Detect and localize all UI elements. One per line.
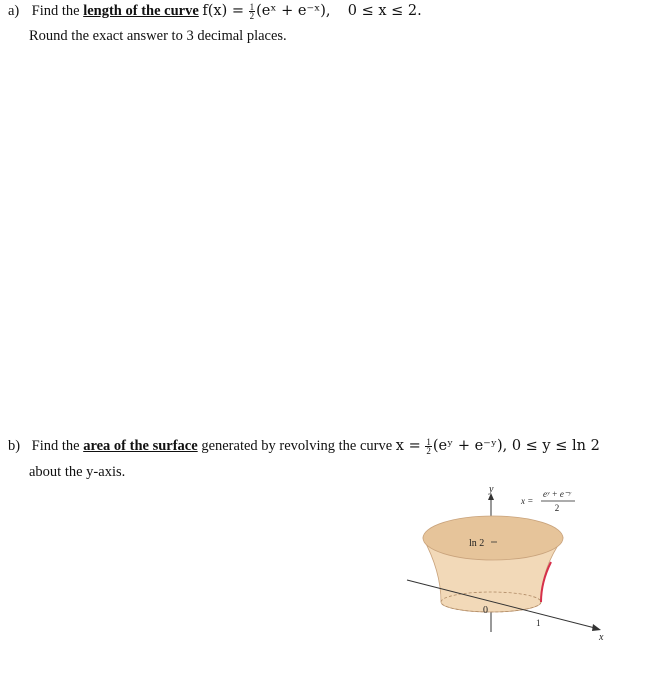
- x-axis-arrow: [592, 624, 601, 631]
- x-axis-label: x: [599, 632, 604, 642]
- part-a-frac-num: 1: [249, 2, 255, 13]
- y-axis-label: y: [489, 484, 494, 495]
- part-b-func-rhs: (eʸ + e⁻ʸ), 0 ≤ y ≤ ln 2: [432, 438, 600, 454]
- part-a-func-lhs: f(x) =: [202, 3, 245, 19]
- part-b-lead: Find the: [31, 438, 80, 454]
- part-a-fraction: [249, 3, 256, 20]
- part-a-question: [8, 2, 422, 20]
- surface-top-rim: [423, 516, 563, 560]
- formula-numerator: eʸ + e⁻ʸ: [543, 489, 571, 499]
- part-b-label: b): [8, 438, 21, 454]
- formula-denominator: 2: [554, 503, 560, 513]
- part-b-fraction: [425, 438, 432, 455]
- part-b-frac-den: 2: [426, 446, 431, 457]
- surface-of-revolution-figure: [405, 482, 615, 642]
- part-a-domain: 0 ≤ x ≤ 2.: [347, 3, 422, 19]
- part-a-frac-den: 2: [249, 11, 255, 22]
- part-a-label: a): [8, 3, 20, 19]
- ln2-label: ln 2: [469, 538, 485, 549]
- part-a-instruction: Round the exact answer to 3 decimal places.: [29, 28, 287, 44]
- formula-lhs: x =: [521, 496, 534, 506]
- part-b-continuation: about the y-axis.: [29, 464, 126, 480]
- part-b-func-lhs: x =: [395, 438, 421, 454]
- part-b-trail: generated by revolving the curve: [201, 438, 393, 454]
- part-b-question: [8, 437, 600, 455]
- part-b-frac-num: 1: [426, 437, 431, 448]
- part-a-func-rhs: (eˣ + e⁻ˣ),: [256, 3, 331, 19]
- part-a-emphasis: length of the curve: [83, 3, 199, 19]
- x-one-label: 1: [536, 618, 541, 628]
- origin-label: 0: [483, 605, 488, 616]
- part-b-emphasis: area of the surface: [83, 438, 198, 454]
- part-a-lead: Find the: [31, 3, 80, 19]
